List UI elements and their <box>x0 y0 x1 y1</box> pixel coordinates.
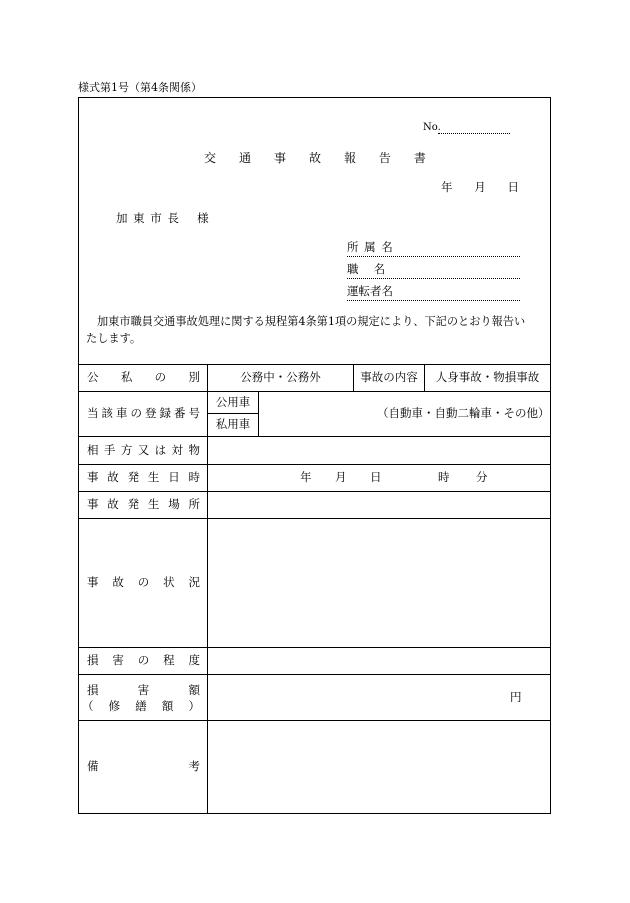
damage-degree-label <box>87 655 200 667</box>
title-char: 報 <box>343 151 356 165</box>
label-char: 発 <box>127 470 140 484</box>
accident-type-label: 事故の内容 <box>360 370 418 384</box>
accident-place-label <box>87 499 200 511</box>
form-number-label: 様式第1号（第4条関係） <box>78 81 202 94</box>
no-label: No. <box>423 122 441 133</box>
date-year: 年 <box>441 180 453 194</box>
datetime-hour-unit: 時 <box>438 470 450 484</box>
label-char: 況 <box>188 575 200 589</box>
affiliation-label: 所 属 名 <box>347 240 394 254</box>
table-top-line <box>78 364 551 365</box>
label-char: 損 <box>87 683 99 697</box>
damage-amount-label <box>87 685 200 697</box>
label-char: 所 <box>188 497 200 511</box>
row-line <box>78 464 551 465</box>
label-char: 繕 <box>135 699 147 713</box>
label-char: 程 <box>163 653 175 667</box>
accident-situation-label <box>87 577 200 589</box>
label-char: 生 <box>147 470 160 484</box>
label-char: 考 <box>188 759 200 773</box>
public-private-label <box>87 372 200 384</box>
datetime-year-unit: 年 <box>300 470 312 484</box>
label-char: 故 <box>112 575 124 589</box>
label-char: 故 <box>107 470 119 484</box>
label-char: 額 <box>188 683 200 697</box>
no-field[interactable] <box>438 133 510 134</box>
frame-left <box>78 97 79 814</box>
date-day: 日 <box>507 180 519 194</box>
label-char: ） <box>188 699 200 713</box>
driver-name-label: 運転者名 <box>347 284 393 298</box>
repair-cost-label <box>82 701 200 713</box>
label-char: 発 <box>127 497 140 511</box>
label-char: 対 <box>171 443 184 457</box>
other-party-label <box>87 445 200 457</box>
label-char: 公 <box>87 370 99 384</box>
intro-text-line1: 加東市職員交通事故処理に関する規程第4条第1項の規定により、下記のとおり報告い <box>97 315 526 328</box>
label-char: 又 <box>137 443 150 457</box>
row-line <box>78 491 551 492</box>
addressee: 加 東 市 長 様 <box>116 211 210 225</box>
remarks-label <box>87 761 200 773</box>
car-type-divider <box>258 391 259 437</box>
label-char: 事 <box>87 497 99 511</box>
row-line <box>78 647 551 648</box>
title-char: 故 <box>308 151 321 165</box>
row-line <box>78 674 551 675</box>
frame-right <box>550 97 551 814</box>
affiliation-field[interactable] <box>347 256 520 257</box>
label-column-divider <box>207 364 208 814</box>
label-char: 別 <box>188 370 200 384</box>
public-private-value[interactable]: 公務中・公務外 <box>240 370 321 384</box>
label-char: 手 <box>103 443 116 457</box>
label-char: 時 <box>188 470 200 484</box>
label-char: 生 <box>147 497 160 511</box>
label-char: 録 <box>159 406 171 420</box>
label-char: （ <box>82 699 94 713</box>
label-char: 状 <box>163 575 175 589</box>
driver-name-field[interactable] <box>347 300 520 301</box>
label-char: 私 <box>120 370 133 384</box>
accident-datetime-label <box>87 472 200 484</box>
frame-top <box>78 97 551 98</box>
vehicle-type-options[interactable]: （自動車・自動二輪車・その他） <box>377 406 550 420</box>
row-line <box>78 518 551 519</box>
label-char: 害 <box>112 653 124 667</box>
label-char: 該 <box>101 406 113 420</box>
label-char: 日 <box>168 470 180 484</box>
label-char: は <box>154 443 167 457</box>
label-char: 物 <box>188 443 200 457</box>
title-char: 交 <box>204 151 217 165</box>
intro-text-line2: たします。 <box>86 332 142 345</box>
label-char: 事 <box>87 575 99 589</box>
label-char: 事 <box>87 470 99 484</box>
label-char: 番 <box>174 406 186 420</box>
official-car-option[interactable]: 公用車 <box>215 395 251 409</box>
title-char: 書 <box>413 151 426 165</box>
row-line <box>78 391 551 392</box>
label-char: 相 <box>87 443 99 457</box>
private-car-option[interactable]: 私用車 <box>215 417 251 431</box>
yen-unit: 円 <box>510 690 522 704</box>
title-char: 告 <box>378 151 391 165</box>
date-month: 月 <box>474 180 486 194</box>
car-split-line <box>207 413 258 414</box>
label-char: 当 <box>87 406 99 420</box>
label-char: 号 <box>188 406 200 420</box>
label-char: 登 <box>145 406 157 420</box>
row-line <box>78 720 551 721</box>
position-label: 職 名 <box>347 262 386 276</box>
label-char: 故 <box>107 497 119 511</box>
label-char: 場 <box>168 497 180 511</box>
label-char: の <box>154 370 167 384</box>
label-char: の <box>137 575 150 589</box>
accident-type-value[interactable]: 人身事故・物損事故 <box>435 370 540 384</box>
position-field[interactable] <box>347 278 520 279</box>
title-char: 事 <box>273 151 286 165</box>
label-char: の <box>130 406 142 420</box>
title-char: 通 <box>238 151 251 165</box>
label-char: 方 <box>120 443 133 457</box>
label-char: 車 <box>116 406 128 420</box>
frame-bottom <box>78 813 551 814</box>
datetime-day-unit: 日 <box>370 470 382 484</box>
label-char: の <box>137 653 150 667</box>
label-char: 修 <box>108 699 121 713</box>
label-char: 額 <box>161 699 174 713</box>
label-char: 備 <box>87 759 99 773</box>
datetime-minute-unit: 分 <box>476 470 488 484</box>
row-line <box>78 436 551 437</box>
report-date <box>441 182 519 194</box>
label-char: 度 <box>188 653 200 667</box>
registration-number-label <box>87 408 200 420</box>
datetime-month-unit: 月 <box>335 470 347 484</box>
document-title <box>204 152 426 164</box>
label-char: 害 <box>137 683 150 697</box>
label-char: 損 <box>87 653 99 667</box>
